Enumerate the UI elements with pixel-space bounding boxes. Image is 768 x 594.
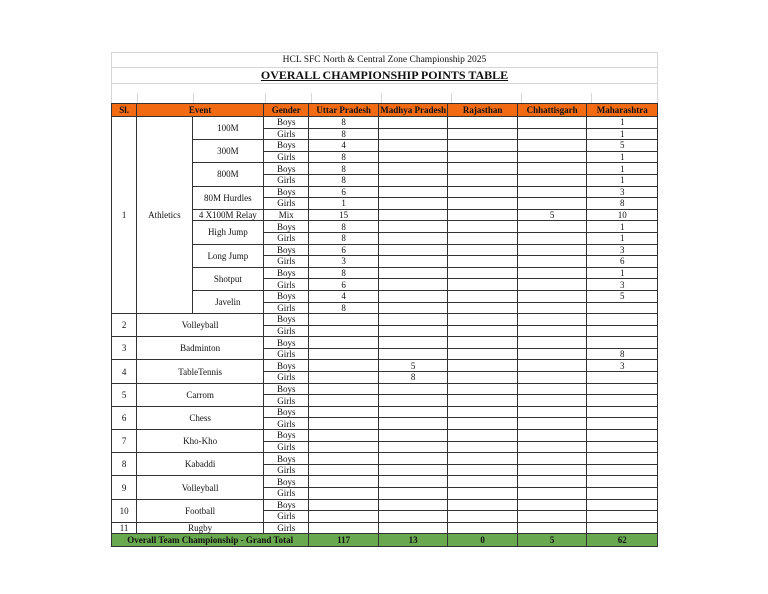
gender-cell: Girls (264, 256, 309, 268)
gender-cell: Boys (264, 117, 309, 129)
points-cell (448, 522, 518, 534)
sport-name: TableTennis (137, 360, 264, 383)
points-cell (448, 186, 518, 198)
points-cell: 1 (587, 267, 658, 279)
points-cell (378, 511, 448, 523)
grand-total-value: 117 (309, 534, 379, 547)
points-cell: 3 (587, 279, 658, 291)
sl-cell: 10 (112, 499, 137, 522)
sport-name: Kho-Kho (137, 430, 264, 453)
points-cell: 8 (309, 221, 379, 233)
sl-cell: 4 (112, 360, 137, 383)
points-cell (517, 383, 587, 395)
sport-name: Badminton (137, 337, 264, 360)
points-cell (309, 360, 379, 372)
gender-cell: Boys (264, 290, 309, 302)
gender-cell: Boys (264, 430, 309, 442)
points-cell (378, 117, 448, 129)
points-cell (309, 337, 379, 349)
header-sl: Sl. (112, 104, 137, 117)
sport-name: Volleyball (137, 314, 264, 337)
points-cell: 6 (309, 186, 379, 198)
table-row (112, 476, 658, 488)
points-cell (448, 348, 518, 360)
points-cell (378, 453, 448, 465)
points-cell (309, 499, 379, 511)
grand-total-value: 5 (517, 534, 587, 547)
points-cell: 1 (587, 221, 658, 233)
points-cell (378, 302, 448, 314)
header-event: Event (137, 104, 264, 117)
points-cell (378, 232, 448, 244)
grand-total-value: 62 (587, 534, 658, 547)
points-cell (448, 406, 518, 418)
header-state: Rajasthan (448, 104, 518, 117)
header-state: Uttar Pradesh (309, 104, 379, 117)
table-row (112, 186, 658, 198)
table-row (112, 314, 658, 326)
gender-cell: Girls (264, 198, 309, 210)
points-cell (448, 302, 518, 314)
points-cell (587, 372, 658, 384)
sport-name: Carrom (137, 383, 264, 406)
points-cell (448, 140, 518, 152)
points-cell (378, 337, 448, 349)
points-cell: 6 (309, 244, 379, 256)
points-cell (378, 128, 448, 140)
gender-cell: Boys (264, 163, 309, 175)
points-cell (587, 325, 658, 337)
table-body (112, 117, 658, 534)
points-cell: 8 (309, 151, 379, 163)
points-cell (378, 256, 448, 268)
points-cell (517, 174, 587, 186)
points-cell (517, 488, 587, 500)
points-cell (378, 198, 448, 210)
points-cell (378, 221, 448, 233)
points-cell (517, 464, 587, 476)
gender-cell: Boys (264, 337, 309, 349)
points-cell (517, 314, 587, 326)
gender-cell: Girls (264, 418, 309, 430)
points-cell (378, 348, 448, 360)
sport-name: Chess (137, 406, 264, 429)
points-cell (378, 383, 448, 395)
points-cell: 1 (587, 128, 658, 140)
table-row (112, 360, 658, 372)
points-cell (309, 406, 379, 418)
points-cell (587, 522, 658, 534)
points-cell (517, 140, 587, 152)
points-cell (517, 279, 587, 291)
sport-name: Football (137, 499, 264, 522)
points-cell: 3 (309, 256, 379, 268)
points-cell (309, 453, 379, 465)
points-cell (587, 337, 658, 349)
points-cell: 8 (309, 232, 379, 244)
points-cell (587, 395, 658, 407)
gender-cell: Boys (264, 186, 309, 198)
points-cell (448, 337, 518, 349)
table-row (112, 221, 658, 233)
points-cell (517, 290, 587, 302)
points-cell (448, 372, 518, 384)
points-cell (448, 511, 518, 523)
points-cell: 8 (587, 198, 658, 210)
sl-cell: 6 (112, 406, 137, 429)
event-name: 80M Hurdles (192, 186, 264, 209)
gender-cell: Girls (264, 128, 309, 140)
sl-cell: 5 (112, 383, 137, 406)
points-cell (587, 441, 658, 453)
gender-cell: Boys (264, 476, 309, 488)
header-state: Maharashtra (587, 104, 658, 117)
points-cell (517, 232, 587, 244)
points-cell (517, 256, 587, 268)
points-cell (517, 372, 587, 384)
points-cell: 15 (309, 209, 379, 221)
points-cell: 8 (309, 267, 379, 279)
table-row (112, 499, 658, 511)
points-cell (587, 314, 658, 326)
table-row (112, 337, 658, 349)
points-table (111, 103, 658, 547)
points-cell (517, 244, 587, 256)
points-cell (448, 209, 518, 221)
points-cell (378, 290, 448, 302)
points-cell (517, 325, 587, 337)
header-state: Madhya Pradesh (380, 105, 447, 115)
points-cell (587, 464, 658, 476)
points-cell (378, 244, 448, 256)
points-cell (448, 476, 518, 488)
points-cell (517, 128, 587, 140)
points-cell: 4 (309, 290, 379, 302)
points-cell (378, 406, 448, 418)
header-gender: Gender (264, 104, 309, 117)
table-row (112, 140, 658, 152)
event-name: Shotput (192, 267, 264, 290)
grand-total-value: 13 (378, 534, 448, 547)
gender-cell: Girls (264, 522, 309, 534)
points-cell: 3 (587, 360, 658, 372)
points-cell (378, 476, 448, 488)
points-cell (517, 453, 587, 465)
event-name: Javelin (192, 290, 264, 313)
points-cell (448, 267, 518, 279)
points-cell (448, 163, 518, 175)
points-cell (448, 453, 518, 465)
header-state: Chhattisgarh (517, 104, 587, 117)
header-row (112, 104, 658, 117)
gender-cell: Girls (264, 395, 309, 407)
sl-cell: 1 (112, 117, 137, 314)
points-cell (448, 441, 518, 453)
points-cell: 4 (309, 140, 379, 152)
points-cell (378, 314, 448, 326)
table-row (112, 430, 658, 442)
gender-cell: Girls (264, 325, 309, 337)
points-cell (448, 128, 518, 140)
points-cell (517, 441, 587, 453)
gender-cell: Boys (264, 383, 309, 395)
points-cell: 5 (587, 140, 658, 152)
points-cell (448, 221, 518, 233)
points-cell (378, 267, 448, 279)
points-cell (309, 383, 379, 395)
points-cell (587, 499, 658, 511)
points-cell (378, 488, 448, 500)
gender-cell: Mix (264, 209, 309, 221)
points-cell (517, 499, 587, 511)
gender-cell: Boys (264, 140, 309, 152)
points-cell (448, 418, 518, 430)
points-cell (517, 348, 587, 360)
points-cell (517, 221, 587, 233)
points-cell (587, 302, 658, 314)
points-cell: 3 (587, 186, 658, 198)
points-cell: 6 (587, 256, 658, 268)
points-cell (448, 499, 518, 511)
gender-cell: Girls (264, 302, 309, 314)
gender-cell: Girls (264, 488, 309, 500)
points-cell (448, 256, 518, 268)
points-cell (378, 441, 448, 453)
table-row (112, 453, 658, 465)
spacer-row (111, 83, 658, 93)
points-cell (309, 476, 379, 488)
points-cell (448, 279, 518, 291)
table-row (112, 209, 658, 221)
points-cell (448, 198, 518, 210)
grand-total-label: Overall Team Championship - Grand Total (112, 534, 309, 547)
points-cell (448, 174, 518, 186)
points-cell (517, 267, 587, 279)
points-cell (517, 395, 587, 407)
points-cell (378, 430, 448, 442)
points-cell: 8 (309, 174, 379, 186)
points-cell (378, 395, 448, 407)
points-cell (587, 511, 658, 523)
points-cell (517, 511, 587, 523)
points-cell (378, 499, 448, 511)
points-cell: 8 (378, 372, 448, 384)
points-cell (587, 430, 658, 442)
points-cell (309, 314, 379, 326)
points-cell (309, 418, 379, 430)
points-cell (309, 348, 379, 360)
points-cell (448, 232, 518, 244)
sl-cell: 11 (112, 522, 137, 534)
points-cell (587, 488, 658, 500)
points-cell: 5 (517, 209, 587, 221)
points-cell (378, 163, 448, 175)
event-name: High Jump (192, 221, 264, 244)
points-cell (378, 464, 448, 476)
points-cell (587, 383, 658, 395)
points-cell (448, 360, 518, 372)
gender-cell: Girls (264, 511, 309, 523)
points-cell (517, 186, 587, 198)
points-cell (378, 186, 448, 198)
gender-cell: Boys (264, 453, 309, 465)
points-cell (517, 337, 587, 349)
points-cell (448, 314, 518, 326)
gender-cell: Girls (264, 279, 309, 291)
points-cell: 8 (309, 117, 379, 129)
points-cell: 1 (587, 151, 658, 163)
points-cell (448, 117, 518, 129)
table-row (112, 383, 658, 395)
gender-cell: Girls (264, 464, 309, 476)
grand-total-row (112, 534, 658, 547)
points-cell: 6 (309, 279, 379, 291)
sport-name: Volleyball (137, 476, 264, 499)
points-cell (448, 430, 518, 442)
points-cell (378, 140, 448, 152)
points-cell (309, 430, 379, 442)
event-name: 4 X100M Relay (192, 209, 264, 221)
gender-cell: Boys (264, 499, 309, 511)
points-cell: 3 (587, 244, 658, 256)
points-cell: 1 (309, 198, 379, 210)
points-cell (587, 418, 658, 430)
gender-cell: Boys (264, 267, 309, 279)
points-cell (517, 430, 587, 442)
sl-cell: 7 (112, 430, 137, 453)
points-cell: 1 (587, 174, 658, 186)
points-cell: 1 (587, 117, 658, 129)
points-cell (517, 360, 587, 372)
points-cell (378, 279, 448, 291)
sport-name: Kabaddi (137, 453, 264, 476)
points-cell (309, 395, 379, 407)
table-row (112, 117, 658, 129)
points-cell (309, 522, 379, 534)
table-row (112, 267, 658, 279)
points-cell (587, 476, 658, 488)
points-cell: 1 (587, 163, 658, 175)
sl-cell: 9 (112, 476, 137, 499)
points-cell (517, 151, 587, 163)
sl-cell: 2 (112, 314, 137, 337)
points-cell (517, 522, 587, 534)
points-cell (309, 511, 379, 523)
gender-cell: Boys (264, 244, 309, 256)
gender-cell: Girls (264, 372, 309, 384)
gender-cell: Girls (264, 348, 309, 360)
points-cell: 8 (587, 348, 658, 360)
sl-cell: 3 (112, 337, 137, 360)
points-cell (517, 117, 587, 129)
points-cell (448, 290, 518, 302)
points-cell: 5 (378, 360, 448, 372)
points-cell (309, 372, 379, 384)
points-cell: 8 (309, 163, 379, 175)
gender-cell: Boys (264, 406, 309, 418)
table-row (112, 290, 658, 302)
event-name: 300M (192, 140, 264, 163)
points-cell (517, 163, 587, 175)
points-cell (378, 209, 448, 221)
points-cell: 8 (309, 302, 379, 314)
points-cell (448, 464, 518, 476)
page-title: OVERALL CHAMPIONSHIP POINTS TABLE (111, 67, 658, 83)
table-row (112, 406, 658, 418)
points-cell (309, 464, 379, 476)
points-cell (448, 325, 518, 337)
points-cell (517, 406, 587, 418)
gender-cell: Girls (264, 174, 309, 186)
points-cell (378, 418, 448, 430)
gender-cell: Girls (264, 151, 309, 163)
points-cell (517, 418, 587, 430)
points-cell: 1 (587, 232, 658, 244)
table-row (112, 522, 658, 534)
gender-cell: Girls (264, 441, 309, 453)
sl-cell: 8 (112, 453, 137, 476)
points-cell (448, 151, 518, 163)
points-cell: 5 (587, 290, 658, 302)
gender-cell: Boys (264, 221, 309, 233)
event-name: Long Jump (192, 244, 264, 267)
points-cell: 8 (309, 128, 379, 140)
points-cell (378, 522, 448, 534)
points-cell: 10 (587, 209, 658, 221)
points-sheet (111, 52, 658, 547)
sport-name: Athletics (137, 117, 192, 314)
points-cell (448, 383, 518, 395)
event-name: 100M (192, 117, 264, 140)
points-cell (309, 325, 379, 337)
points-cell (517, 476, 587, 488)
points-cell (309, 488, 379, 500)
event-name: 800M (192, 163, 264, 186)
points-cell (448, 395, 518, 407)
sport-name: Rugby (137, 522, 264, 534)
championship-subtitle: HCL SFC North & Central Zone Championship 2025 (111, 52, 658, 67)
points-cell (378, 325, 448, 337)
points-cell (378, 151, 448, 163)
table-row (112, 163, 658, 175)
gender-cell: Boys (264, 314, 309, 326)
spacer-row-cells (111, 93, 658, 103)
points-cell (448, 244, 518, 256)
points-cell (587, 453, 658, 465)
points-cell (448, 488, 518, 500)
table-row (112, 244, 658, 256)
points-cell (517, 302, 587, 314)
gender-cell: Boys (264, 360, 309, 372)
grand-total-value: 0 (448, 534, 518, 547)
points-cell (517, 198, 587, 210)
gender-cell: Girls (264, 232, 309, 244)
points-cell (587, 406, 658, 418)
points-cell (309, 441, 379, 453)
points-cell (378, 174, 448, 186)
